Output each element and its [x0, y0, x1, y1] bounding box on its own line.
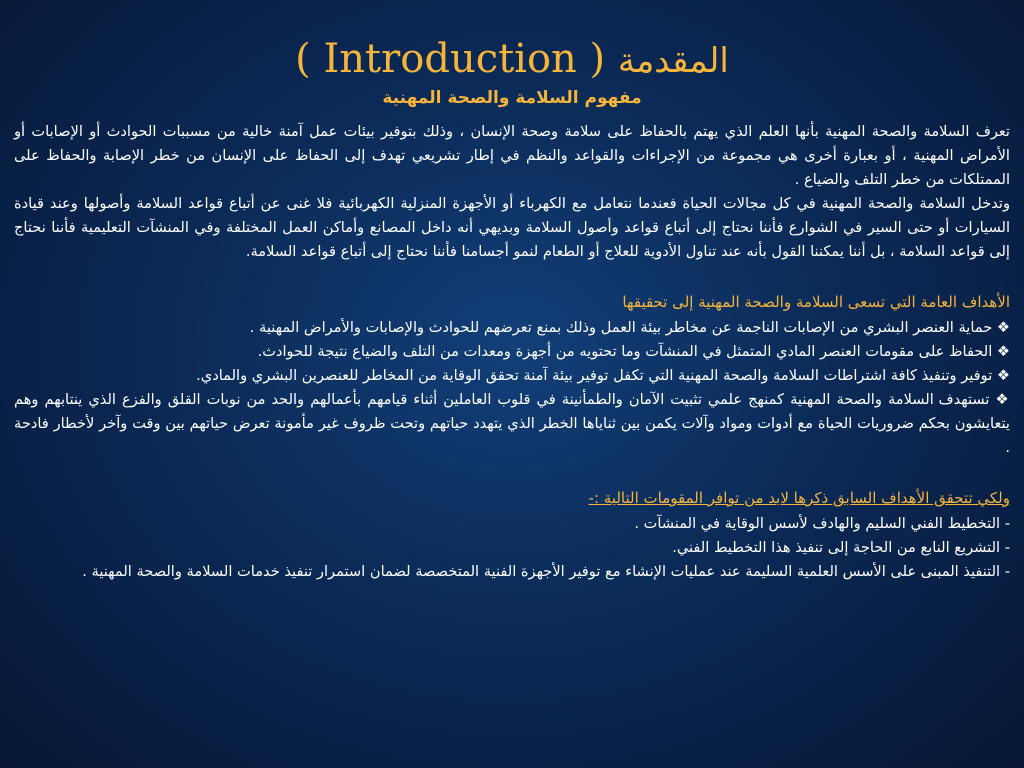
diamond-bullet-icon: ❖ — [996, 367, 1010, 384]
goals-heading: الأهداف العامة التي تسعى السلامة والصحة المهنية إلى تحقيقها — [622, 293, 1010, 311]
goal-item-text: تستهدف السلامة والصحة المهنية كمنهج علمي تثبيت الآمان والطمأنينة في قلوب العاملين أثناء قيامهم بأعمالهم والحد من نوبات القلق والفزع الذي ينتابهم وهم يتعايشون بحكم ضروريات الحياة مع أدوات ومواد وآلات يكمن بين ثناياها الخطر الذي يتهدد حياتهم وتحت ظروف غير مأمونة تعرض حياتهم بين وقت وآخر لأخطار فادحة . — [14, 391, 1010, 456]
goal-item — [14, 364, 1010, 388]
slide-subtitle: مفهوم السلامة والصحة المهنية — [382, 88, 642, 108]
goal-item-text: الحفاظ على مقومات العنصر المادي المتمثل في المنشآت وما تحتويه من أجهزة ومعدات من التلف والضياع نتيجة للحوادث. — [257, 343, 993, 360]
requirement-item: - التخطيط الفني السليم والهادف لأسس الوقاية في المنشآت . — [634, 515, 1010, 532]
slide-content — [14, 120, 1010, 584]
diamond-bullet-icon: ❖ — [996, 319, 1010, 336]
requirement-item: - التشريع النابع من الحاجة إلى تنفيذ هذا التخطيط الفني. — [672, 539, 1010, 556]
spacer — [14, 264, 1010, 288]
slide-title — [0, 34, 1024, 86]
goal-item-text: حماية العنصر البشري من الإصابات الناجمة عن مخاطر بيئة العمل وذلك بمنع تعرضهم للحوادث والإصابات والأمراض المهنية . — [249, 319, 993, 336]
diamond-bullet-icon: ❖ — [995, 391, 1010, 408]
goal-item — [14, 340, 1010, 364]
goal-item — [14, 316, 1010, 340]
goal-item — [14, 388, 1010, 460]
requirement-item: - التنفيذ المبنى على الأسس العلمية السليمة عند عمليات الإنشاء مع توفير الأجهزة الفنية المتخصصة لضمان استمرار تنفيذ خدمات السلامة والصحة المهنية . — [82, 563, 1010, 580]
goal-item-text: توفير وتنفيذ كافة اشتراطات السلامة والصحة المهنية التي تكفل توفير بيئة آمنة تحقق الوقاية من المخاطر للعنصرين البشري والمادي. — [196, 367, 993, 384]
definition-paragraph-2: وتدخل السلامة والصحة المهنية في كل مجالات الحياة فعندما نتعامل مع الكهرباء أو الأجهزة المنزلية الكهربائية فلا غنى عن أتباع قواعد السلامة وأصولها وعند قيادة السيارات أو حتى السير في الشوارع فأننا نحتاج إلى أتباع قواعد وأصول السلامة وبديهي أنه داخل المصانع وأماكن العمل المختلفة وفي المنشآت التعليمية فأننا نحتاج إلى قواعد السلامة ، بل أننا يمكننا القول بأنه عند تناول الأدوية للعلاج أو الطعام لنمو أجسامنا فأننا نحتاج إلى أتباع قواعد السلامة. — [14, 195, 1010, 260]
diamond-bullet-icon: ❖ — [996, 343, 1010, 360]
title-latin: ( Introduction ) — [295, 36, 606, 82]
requirements-heading: ولكي تتحقق الأهداف السابق ذكرها لابد من توافر المقومات التالية :- — [588, 489, 1010, 507]
spacer — [14, 460, 1010, 484]
definition-paragraph-1: تعرف السلامة والصحة المهنية بأنها العلم الذي يهتم بالحفاظ على سلامة وصحة الإنسان ، وذلك بتوفير بيئات عمل آمنة خالية من مسببات الحوادث أو الإصابات أو الأمراض المهنية ، أو بعبارة أخرى هي مجموعة من الإجراءات والقواعد والنظم في إطار تشريعي تهدف إلى الحفاظ على الإنسان من خطر الإصابة والحفاظ على الممتلكات من خطر التلف والضياع . — [14, 123, 1010, 188]
title-arabic: المقدمة — [617, 41, 729, 81]
